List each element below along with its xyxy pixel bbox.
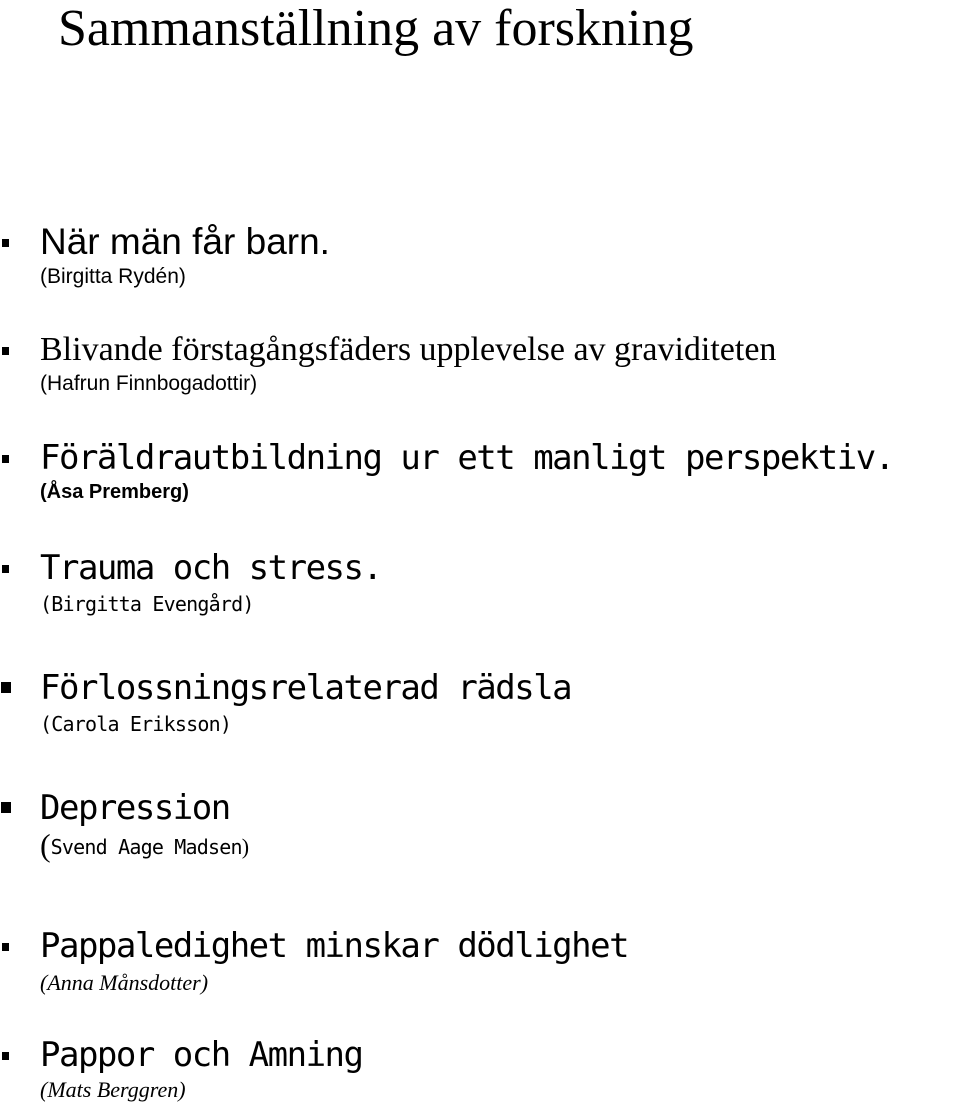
bullet-icon: [2, 347, 9, 355]
item-title: Förlossningsrelaterad rädsla: [40, 668, 572, 708]
item-author: (Anna Månsdotter): [40, 970, 209, 995]
bullet-icon: [1, 802, 11, 813]
item-author: (Birgitta Evengård): [40, 592, 254, 616]
item-title: Pappaledighet minskar dödlighet: [40, 926, 629, 966]
bullet-icon: [2, 565, 9, 573]
author-name: Svend Aage Madsen: [50, 835, 242, 859]
item-title: Föräldrautbildning ur ett manligt perspektiv.: [40, 438, 894, 478]
page-title: Sammanställning av forskning: [58, 0, 694, 57]
bullet-icon: [2, 455, 9, 463]
item-author: (Birgitta Rydén): [40, 265, 186, 288]
author-paren-close: ): [241, 834, 250, 859]
bullet-icon: [2, 943, 9, 951]
author-paren-open: (: [40, 827, 51, 863]
item-title: Pappor och Amning: [40, 1035, 363, 1075]
bullet-icon: [1, 682, 11, 693]
item-title: Depression: [40, 788, 230, 828]
item-title: Trauma och stress.: [40, 548, 382, 588]
item-author: (Hafrun Finnbogadottir): [40, 372, 258, 395]
item-author: (Åsa Premberg): [40, 481, 189, 503]
item-author: [40, 827, 250, 863]
bullet-icon: [2, 1052, 9, 1060]
item-author: (Mats Berggren): [40, 1077, 186, 1102]
bullet-icon: [2, 239, 9, 247]
item-title: Blivande förstagångsfäders upplevelse av graviditeten: [40, 331, 777, 368]
item-title: När män får barn.: [40, 221, 330, 262]
item-author: (Carola Eriksson): [40, 712, 232, 736]
